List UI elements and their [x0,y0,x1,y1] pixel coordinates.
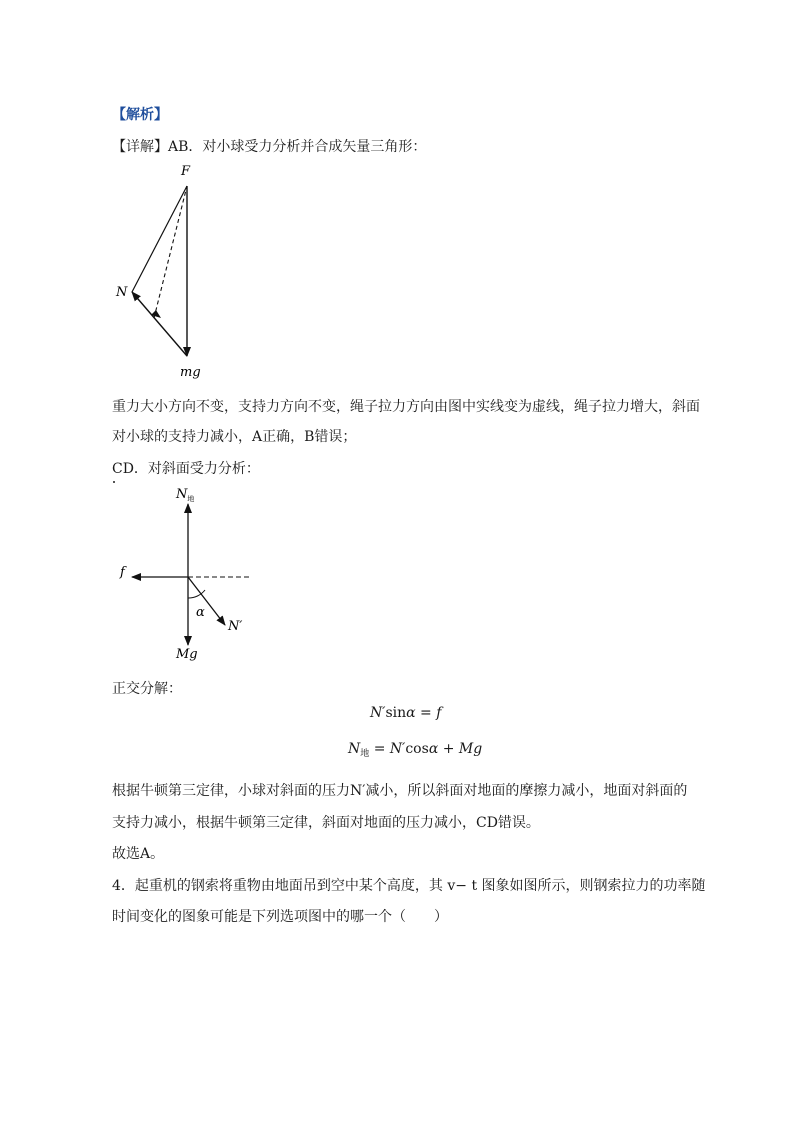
equation-2: $N_地 = N'\cos\alpha + Mg$ [348,741,483,759]
n-prime-vector [188,577,225,625]
label-alpha: α [196,605,205,620]
detail-prefix: 【详解】 [112,139,168,155]
tension-dashed [154,186,187,318]
ab-intro-text: AB．对小球受力分析并合成矢量三角形： [168,139,427,155]
label-N-ground: $N_地$ [176,487,195,503]
question4-line1: 4．起重机的钢索将重物由地面吊到空中某个高度，其 v− t 图象如图所示，则钢索拉力的功率随 [112,878,706,894]
orth-label: 正交分解： [112,681,182,697]
label-N: N [116,285,128,300]
detail-ab-intro [112,136,426,156]
analysis-heading: 【解析】 [112,107,168,123]
equation-1: N′sinα = f [370,705,442,721]
choice-line: 故选A。 [112,846,165,862]
label-Mg: Mg [176,647,198,662]
label-F: F [181,164,191,179]
normal-vector [132,292,187,356]
para1-line2: 对小球的支持力减小，A正确，B错误； [112,429,357,445]
incline-force-diagram [110,482,270,667]
force-triangle-diagram [100,158,230,383]
para1-line1: 重力大小方向不变，支持力方向不变，绳子拉力方向由图中实线变为虚线，绳子拉力增大，斜面 [112,399,700,415]
label-f: f [120,565,125,580]
para2-line2: 支持力减小，根据牛顿第三定律，斜面对地面的压力减小，CD错误。 [112,815,540,831]
para2-line1: 根据牛顿第三定律，小球对斜面的压力N′减小，所以斜面对地面的摩擦力减小，地面对斜面的 [112,783,688,799]
label-N-prime: N′ [228,619,243,634]
question4-line2: 时间变化的图象可能是下列选项图中的哪一个（ ） [112,909,448,925]
tension-solid [132,186,187,292]
label-mg: mg [180,365,201,380]
cd-intro: CD．对斜面受力分析： [112,461,260,477]
